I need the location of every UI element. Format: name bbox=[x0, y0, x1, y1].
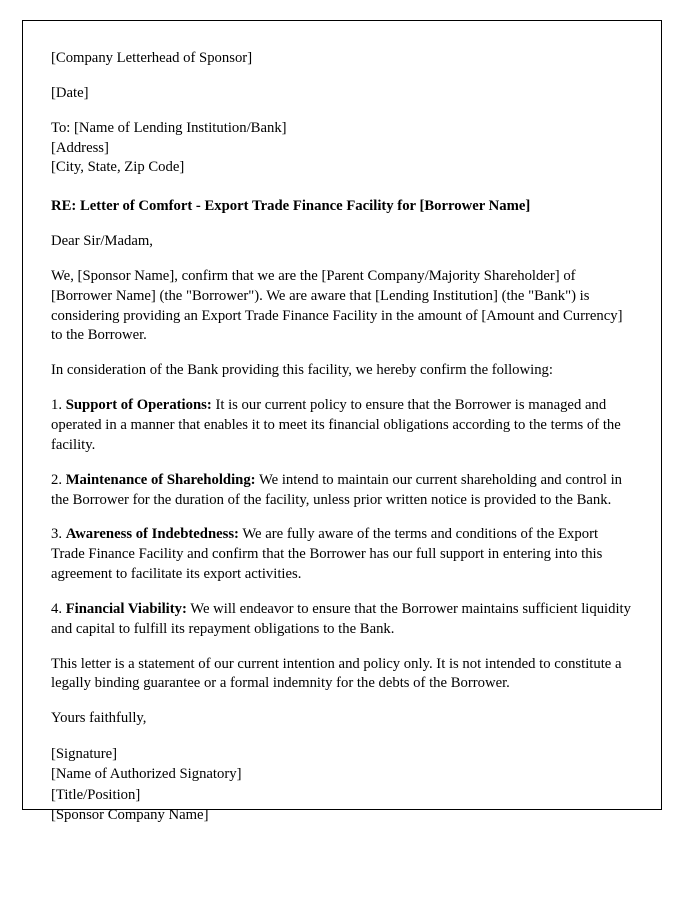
recipient-to-line: To: [Name of Lending Institution/Bank] bbox=[51, 119, 287, 136]
clause-3 bbox=[51, 525, 633, 585]
clause-1 bbox=[51, 396, 633, 456]
company-letterhead: [Company Letterhead of Sponsor] bbox=[51, 50, 253, 66]
signatory-title: [Title/Position] bbox=[51, 786, 141, 803]
clause-3-number: 3. bbox=[51, 526, 63, 543]
clause-4-text: We will endeavor to ensure that the Borrower maintains sufficient liquidity and capital to fulfill its repayment obligations to the Bank. bbox=[51, 600, 631, 637]
signatory-name: [Name of Authorized Signatory] bbox=[51, 766, 242, 783]
clause-1-heading: Support of Operations: bbox=[65, 397, 212, 414]
signature-placeholder: [Signature] bbox=[51, 746, 118, 763]
recipient-block bbox=[51, 119, 633, 179]
letter-content bbox=[23, 21, 661, 835]
clause-4-number: 4. bbox=[51, 600, 63, 617]
clause-2 bbox=[51, 471, 633, 511]
closing-line: Yours faithfully, bbox=[51, 710, 147, 727]
clause-3-text: We are fully aware of the terms and conditions of the Export Trade Finance Facility and confirm that the Borrower has our full support in entering into this agreement to facilitate its export activities. bbox=[51, 526, 603, 583]
clause-4 bbox=[51, 600, 633, 640]
consideration-paragraph: In consideration of the Bank providing this facility, we hereby confirm the following: bbox=[51, 362, 553, 379]
subject-line: RE: Letter of Comfort - Export Trade Finance Facility for [Borrower Name] bbox=[51, 198, 531, 215]
salutation: Dear Sir/Madam, bbox=[51, 233, 153, 250]
letter-date: [Date] bbox=[51, 84, 89, 101]
sponsor-company-name: [Sponsor Company Name] bbox=[51, 806, 209, 823]
disclaimer-paragraph: This letter is a statement of our current intention and policy only. It is not intended to constitute a legally binding guarantee or a formal indemnity for the debts of the Borrower. bbox=[51, 655, 622, 692]
spacer-after-recipient bbox=[51, 178, 633, 197]
clause-4-heading: Financial Viability: bbox=[65, 600, 187, 617]
signature-block bbox=[51, 744, 633, 825]
recipient-address: [Address] bbox=[51, 139, 109, 156]
clause-2-heading: Maintenance of Shareholding: bbox=[65, 471, 256, 488]
recipient-city-state-zip: [City, State, Zip Code] bbox=[51, 159, 185, 176]
clause-2-number: 2. bbox=[51, 471, 63, 488]
clause-1-text: It is our current policy to ensure that the Borrower is managed and operated in a manner that enables it to meet its financial obligations according to the terms of the facility. bbox=[51, 397, 621, 453]
clause-1-number: 1. bbox=[51, 397, 63, 414]
letter-sheet bbox=[22, 20, 662, 823]
clause-2-text: We intend to maintain our current shareholding and control in the Borrower for the duration of the facility, unless prior written notice is provided to the Bank. bbox=[51, 471, 623, 508]
clause-3-heading: Awareness of Indebtedness: bbox=[65, 526, 239, 543]
intro-paragraph: We, [Sponsor Name], confirm that we are the [Parent Company/Majority Shareholder] of [Borrower Name] (the "Borrower"). We are aware that [Lending Institution] (the "Bank") is considering providing an Export Trade Finance Facility in the amount of [Amount and Currency] to the Borrower. bbox=[51, 267, 623, 344]
